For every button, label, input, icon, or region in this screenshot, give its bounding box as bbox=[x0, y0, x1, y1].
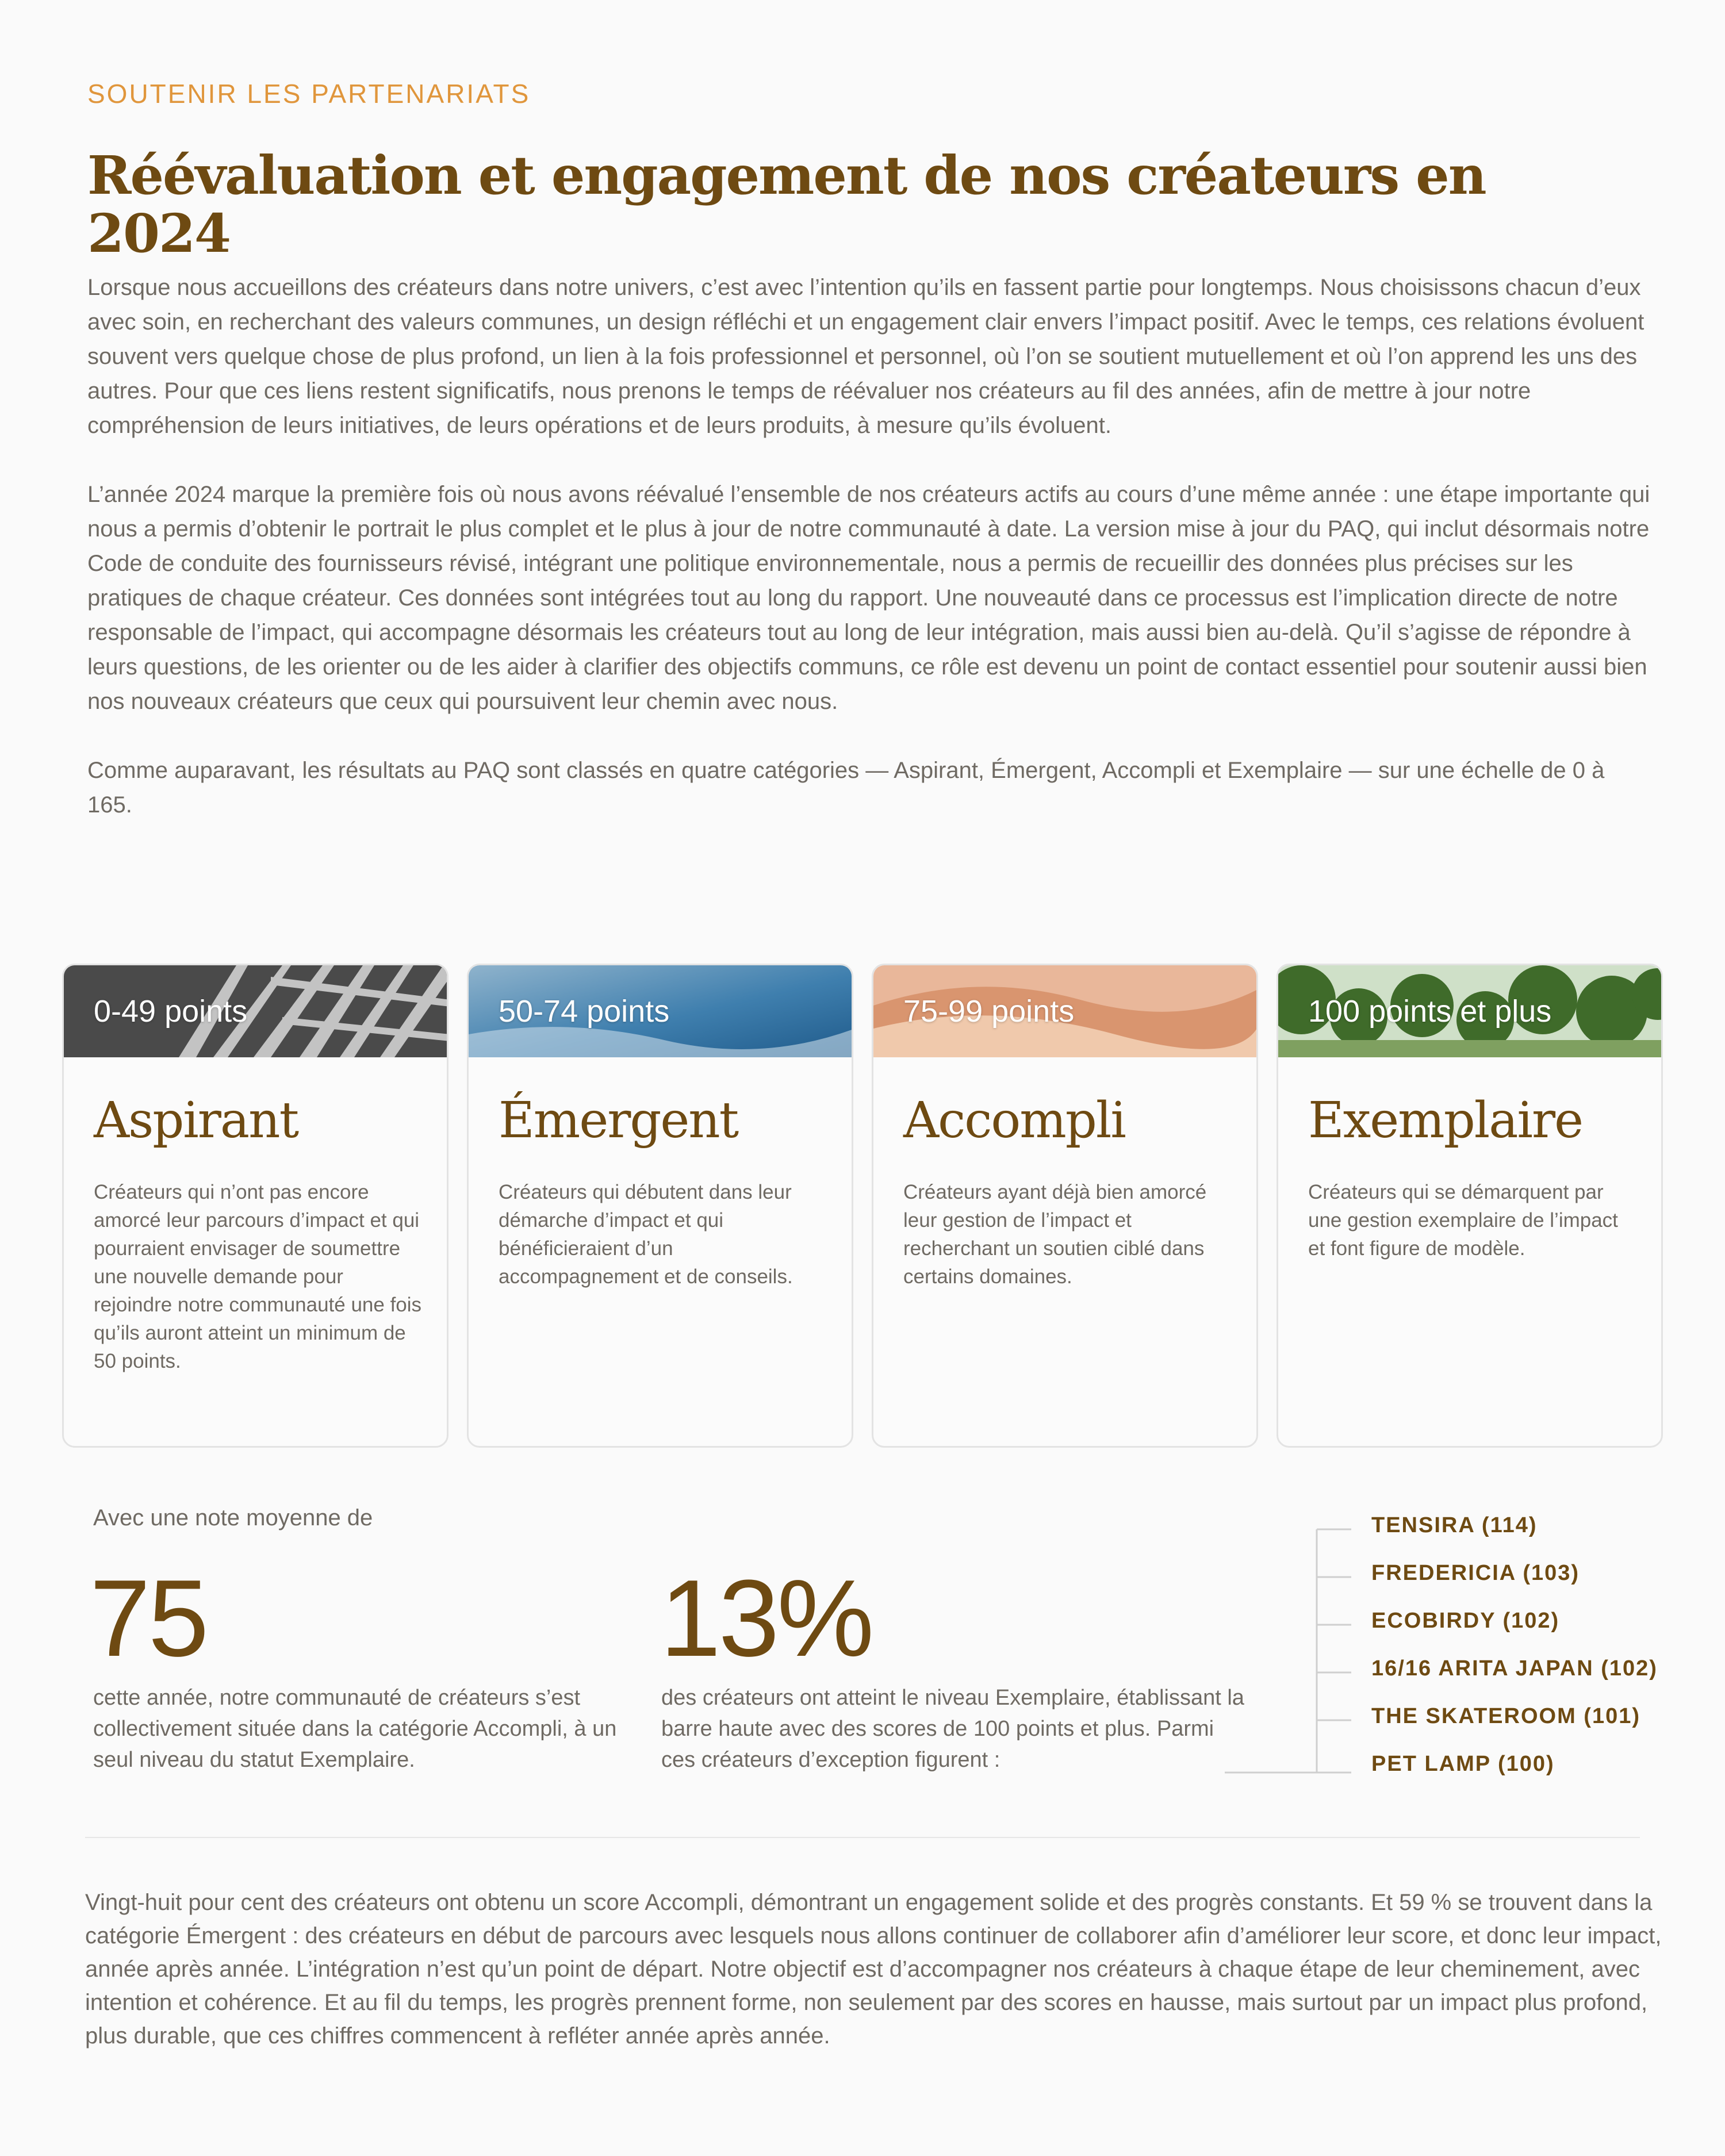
closing-paragraph: Vingt-huit pour cent des créateurs ont obtenu un score Accompli, démontrant un engagement solide et des progrès constants. Et 59 % se trouvent dans la catégorie Émergent : des créateurs en début de parcours avec lesquels nous allons continuer de collaborer afin d’améliorer leur score, et donc leur impact, année après année. L’intégration n’est qu’un point de départ. Notre objectif est d’accompagner nos créateurs à chaque étape de leur cheminement, avec intention et cohérence. Et au fil du temps, les progrès prennent forme, non seulement par des scores en hausse, mais surtout par un impact plus profond, plus durable, que ces chiffres commencent à refléter année après année. bbox=[85, 1890, 1662, 2048]
creator-item: FREDERICIA (103) bbox=[1371, 1561, 1580, 1585]
creator-item: ECOBIRDY (102) bbox=[1371, 1609, 1560, 1633]
card-range-aspirant: 0-49 points bbox=[94, 994, 248, 1029]
exemplary-description: des créateurs ont atteint le niveau Exemplaire, établissant la barre haute avec des scores de 100 points et plus. Parmi ces créateurs d’exception figurent : bbox=[661, 1686, 1244, 1772]
card-title-accompli: Accompli bbox=[903, 1092, 1125, 1149]
card-title-exemplaire: Exemplaire bbox=[1308, 1092, 1583, 1149]
average-score: 75 bbox=[90, 1557, 207, 1679]
card-aspirant bbox=[62, 964, 448, 1448]
average-lead-text: Avec une note moyenne de bbox=[93, 1505, 373, 1530]
card-range-accompli: 75-99 points bbox=[903, 994, 1075, 1029]
card-desc-emergent: Créateurs qui débutent dans leur démarche d’impact et qui bénéficieraient d’un accompagnement et de conseils. bbox=[499, 1181, 793, 1288]
card-accompli bbox=[872, 964, 1258, 1448]
card-emergent bbox=[467, 964, 853, 1448]
exemplary-percentage: 13% bbox=[660, 1557, 872, 1679]
card-range-exemplaire: 100 points et plus bbox=[1308, 994, 1552, 1029]
intro-paragraph-1: Lorsque nous accueillons des créateurs dans notre univers, c’est avec l’intention qu’ils en fassent partie pour longtemps. Nous choisissons chacun d’eux avec soin, en recherchant des valeurs communes, un design réfléchi et un engagement clair envers l’impact positif. Avec le temps, ces relations évoluent souvent vers quelque chose de plus profond, un lien à la fois professionnel et personnel, où l’on se soutient mutuellement et où l’on apprend les uns des autres. Pour que ces liens restent significatifs, nous prenons le temps de réévaluer nos créateurs au fil des années, afin de mettre à jour notre compréhension de leurs initiatives, de leurs opérations et de leurs produits, à mesure qu’ils évoluent. bbox=[87, 275, 1644, 438]
card-banner-emergent bbox=[469, 965, 852, 1057]
card-banner-aspirant bbox=[64, 965, 447, 1057]
card-range-emergent: 50-74 points bbox=[499, 994, 670, 1029]
card-desc-aspirant: Créateurs qui n’ont pas encore amorcé leur parcours d’impact et qui pourraient envisager de soumettre une nouvelle demande pour rejoindre notre communauté une fois qu’ils auront atteint un minimum de 50 points. bbox=[94, 1181, 422, 1372]
card-desc-accompli: Créateurs ayant déjà bien amorcé leur gestion de l’impact et recherchant un soutien ciblé dans certains domaines. bbox=[903, 1181, 1207, 1288]
page-title: Réévaluation et engagement de nos créateurs en 2024 bbox=[87, 144, 1486, 265]
card-desc-exemplaire: Créateurs qui se démarquent par une gestion exemplaire de l’impact et font figure de modèle. bbox=[1308, 1181, 1618, 1260]
card-exemplaire bbox=[1276, 964, 1663, 1448]
creators-bracket bbox=[1219, 1518, 1357, 1782]
card-banner-accompli bbox=[873, 965, 1256, 1057]
intro-paragraph-3: Comme auparavant, les résultats au PAQ sont classés en quatre catégories — Aspirant, Émergent, Accompli et Exemplaire — sur une échelle de 0 à 165. bbox=[87, 758, 1605, 818]
section-divider bbox=[85, 1837, 1640, 1838]
creator-item: 16/16 ARITA JAPAN (102) bbox=[1371, 1656, 1658, 1681]
section-eyebrow: SOUTENIR LES PARTENARIATS bbox=[87, 79, 531, 109]
exemplary-creators-list bbox=[1371, 1511, 1658, 1797]
card-title-emergent: Émergent bbox=[499, 1092, 738, 1149]
average-description: cette année, notre communauté de créateurs s’est collectivement située dans la catégorie Accompli, à un seul niveau du statut Exemplaire. bbox=[93, 1686, 617, 1772]
intro-paragraph-2: L’année 2024 marque la première fois où nous avons réévalué l’ensemble de nos créateurs actifs au cours d’une même année : une étape importante qui nous a permis d’obtenir le portrait le plus complet et le plus à jour de notre communauté à date. La version mise à jour du PAQ, qui inclut désormais notre Code de conduite des fournisseurs révisé, intégrant une politique environnementale, nous a permis de recueillir des données plus précises sur les pratiques de chaque créateur. Ces données sont intégrées tout au long du rapport. Une nouveauté dans ce processus est l’implication directe de notre responsable de l’impact, qui accompagne désormais les créateurs tout au long de leur intégration, mais aussi bien au-delà. Qu’il s’agisse de répondre à leurs questions, de les orienter ou de les aider à clarifier des objectifs communs, ce rôle est devenu un point de contact essentiel pour soutenir aussi bien nos nouveaux créateurs que ceux qui poursuivent leur chemin avec nous. bbox=[87, 482, 1650, 714]
card-title-aspirant: Aspirant bbox=[94, 1092, 298, 1149]
intro-text bbox=[87, 270, 1651, 857]
creator-item: TENSIRA (114) bbox=[1371, 1513, 1538, 1537]
category-cards bbox=[62, 964, 1663, 1448]
creator-item: PET LAMP (100) bbox=[1371, 1752, 1555, 1776]
card-banner-exemplaire bbox=[1278, 965, 1661, 1057]
creator-item: THE SKATEROOM (101) bbox=[1371, 1704, 1641, 1728]
